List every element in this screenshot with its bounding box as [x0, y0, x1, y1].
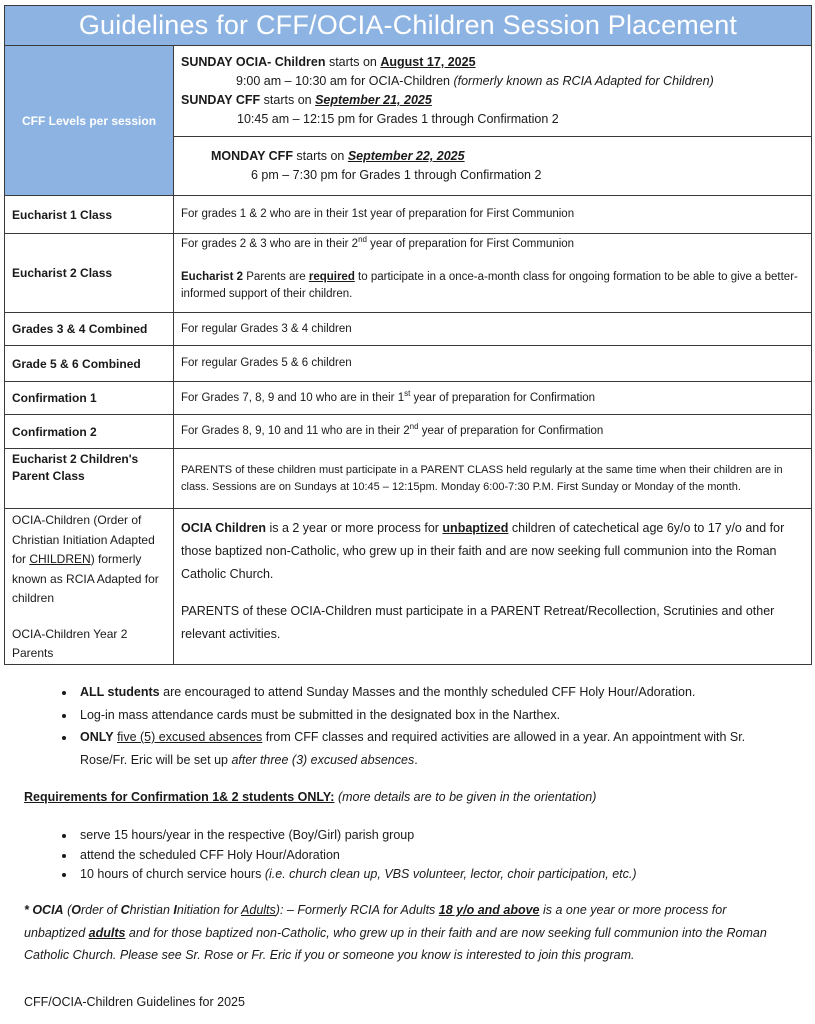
row-label: Eucharist 1 Class	[5, 196, 174, 234]
sunday-cff-title: SUNDAY CFF	[181, 93, 261, 107]
superscript: nd	[409, 422, 419, 432]
text: adults	[88, 925, 126, 940]
text: OCIA-Children (Order of Christian Initiation Adapted for	[12, 513, 155, 566]
text: year of preparation for First Communion	[366, 238, 575, 250]
text: O	[71, 903, 81, 917]
row-label: Eucharist 2 Class	[5, 234, 174, 313]
sunday-ocia-title: SUNDAY OCIA- Children	[181, 55, 326, 69]
row-text	[174, 509, 812, 665]
monday-cff-title: MONDAY CFF	[211, 149, 293, 163]
sunday-ocia-date: August 17, 2025	[380, 55, 476, 69]
text: Adults	[241, 903, 276, 917]
text: I	[173, 903, 177, 917]
text: (i.e. church clean up, VBS volunteer, lector, choir participation, etc.)	[264, 867, 637, 881]
text: CHILDREN	[29, 552, 91, 566]
sunday-cff-time: 10:45 am – 12:15 pm for Grades 1 through Confirmation 2	[237, 112, 559, 126]
text: is a one year or more process for unbaptized	[24, 903, 727, 940]
requirements-list	[24, 826, 794, 885]
list-item	[76, 704, 794, 727]
row-text	[174, 382, 812, 415]
footer: CFF/OCIA-Children Guidelines for 2025	[24, 995, 245, 1009]
text: ALL students	[80, 685, 160, 699]
row-text	[174, 415, 812, 449]
list-item: • attend the scheduled CFF Holy Hour/Adoration	[76, 846, 794, 866]
table-row	[5, 449, 812, 509]
sunday-sessions	[174, 46, 812, 137]
monday-cff-date: September 22, 2025	[347, 149, 465, 163]
row-label: Eucharist 2 Children's Parent Class	[5, 449, 174, 509]
cff-levels-label: CFF Levels per session	[5, 46, 174, 196]
text: year of preparation for Confirmation	[418, 425, 604, 437]
text: are encouraged to attend Sunday Masses and the monthly scheduled CFF Holy Hour/Adoration.	[159, 685, 696, 699]
text: For grades 2 & 3 who are in their 2	[181, 238, 359, 250]
text: Eucharist 2	[181, 271, 243, 283]
text: starts on	[325, 55, 381, 69]
text: Parents are	[243, 271, 309, 283]
table-row	[5, 196, 812, 234]
row-label: Grades 3 & 4 Combined	[5, 313, 174, 346]
text: Requirements for Confirmation 1& 2 students ONLY:	[24, 790, 335, 804]
text: from CFF classes and required activities are allowed in a year. An appointment with Sr. Rose/Fr. Eric will be set up	[80, 730, 746, 767]
text: (	[63, 903, 72, 917]
superscript: nd	[358, 235, 367, 245]
list-item	[76, 865, 794, 885]
row-text: For regular Grades 3 & 4 children	[174, 313, 812, 346]
text: to participate in a once-a-month class for ongoing formation to be able to give a better-informed support of their children.	[181, 271, 798, 300]
sunday-ocia-time: 9:00 am – 10:30 am for OCIA-Children	[236, 74, 454, 88]
table-row	[5, 313, 812, 346]
text: nitiation for	[176, 903, 242, 917]
table-row	[5, 346, 812, 382]
text: hristian	[129, 903, 174, 917]
text: five (5) excused absences	[117, 730, 263, 744]
text: unbaptized	[442, 521, 509, 535]
text: starts on	[260, 93, 316, 107]
row-text	[174, 234, 812, 313]
sunday-ocia-note: (formerly known as RCIA Adapted for Children)	[453, 74, 714, 88]
text: For Grades 7, 8, 9 and 10 who are in their 1	[181, 391, 405, 404]
text: and for those baptized non-Catholic, who grew up in their faith and are now seeking full communion into the Roman Catholic Church. Please see Sr. Rose or Fr. Eric if you or someone you know is interested to join this program.	[24, 925, 767, 962]
text: is a 2 year or more process for	[265, 521, 443, 535]
placement-table	[4, 5, 812, 665]
text: 18 y/o and above	[438, 903, 540, 917]
table-row	[5, 382, 812, 415]
text: rder of	[80, 903, 121, 917]
superscript: st	[404, 388, 411, 398]
row-label: Confirmation 1	[5, 382, 174, 415]
text: OCIA-Children Year 2 Parents	[12, 626, 128, 660]
list-item	[76, 681, 794, 704]
text: 10 hours of church service hours	[80, 867, 265, 881]
text: For Grades 8, 9, 10 and 11 who are in their 2	[181, 425, 410, 437]
text: OCIA Children	[181, 521, 266, 535]
general-notes	[24, 681, 794, 771]
text: starts on	[292, 149, 348, 163]
row-text: For grades 1 & 2 who are in their 1st year of preparation for First Communion	[174, 196, 812, 234]
text: children of catechetical age 6y/o to 17 y/o and for those baptized non-Catholic, who grew up in their faith and are now seeking full communion into the Roman Catholic Church.	[181, 521, 785, 581]
text: Log-in mass attendance cards must be submitted in the designated box in the Narthex.	[80, 707, 561, 722]
table-row	[5, 415, 812, 449]
row-text: PARENTS of these children must participate in a PARENT CLASS held regularly at the same time when their children are in class. Sessions are on Sundays at 10:45 – 12:15pm. Monday 6:00-7:30 P.M. First Sunday or Monday of the month.	[174, 449, 812, 509]
ocia-adults-note	[24, 899, 780, 967]
table-row	[5, 509, 812, 665]
row-label: Grade 5 & 6 Combined	[5, 346, 174, 382]
text: after three (3) excused absences	[231, 752, 415, 767]
row-label: Confirmation 2	[5, 415, 174, 449]
sunday-cff-date: September 21, 2025	[315, 93, 432, 107]
requirements-heading	[24, 790, 794, 804]
text: ONLY	[80, 730, 114, 744]
text: (more details are to be given in the orientation)	[334, 790, 597, 804]
text: C	[120, 903, 130, 917]
text: PARENTS of these OCIA-Children must participate in a PARENT Retreat/Recollection, Scrutinies and other relevant activities.	[181, 604, 775, 641]
page-title: Guidelines for CFF/OCIA-Children Session Placement	[5, 6, 812, 46]
row-label	[5, 509, 174, 665]
monday-session	[174, 137, 812, 196]
text: ): – Formerly RCIA for Adults	[275, 903, 439, 917]
text: .	[414, 752, 418, 767]
text: required	[308, 271, 355, 283]
text: * OCIA	[24, 903, 64, 917]
table-row	[5, 234, 812, 313]
row-text: For regular Grades 5 & 6 children	[174, 346, 812, 382]
text: year of preparation for Confirmation	[410, 391, 596, 404]
list-item	[76, 726, 794, 771]
list-item: • serve 15 hours/year in the respective (Boy/Girl) parish group	[76, 826, 794, 846]
text: ) formerly known as RCIA Adapted for children	[12, 552, 159, 605]
monday-cff-time: 6 pm – 7:30 pm for Grades 1 through Confirmation 2	[251, 168, 542, 182]
